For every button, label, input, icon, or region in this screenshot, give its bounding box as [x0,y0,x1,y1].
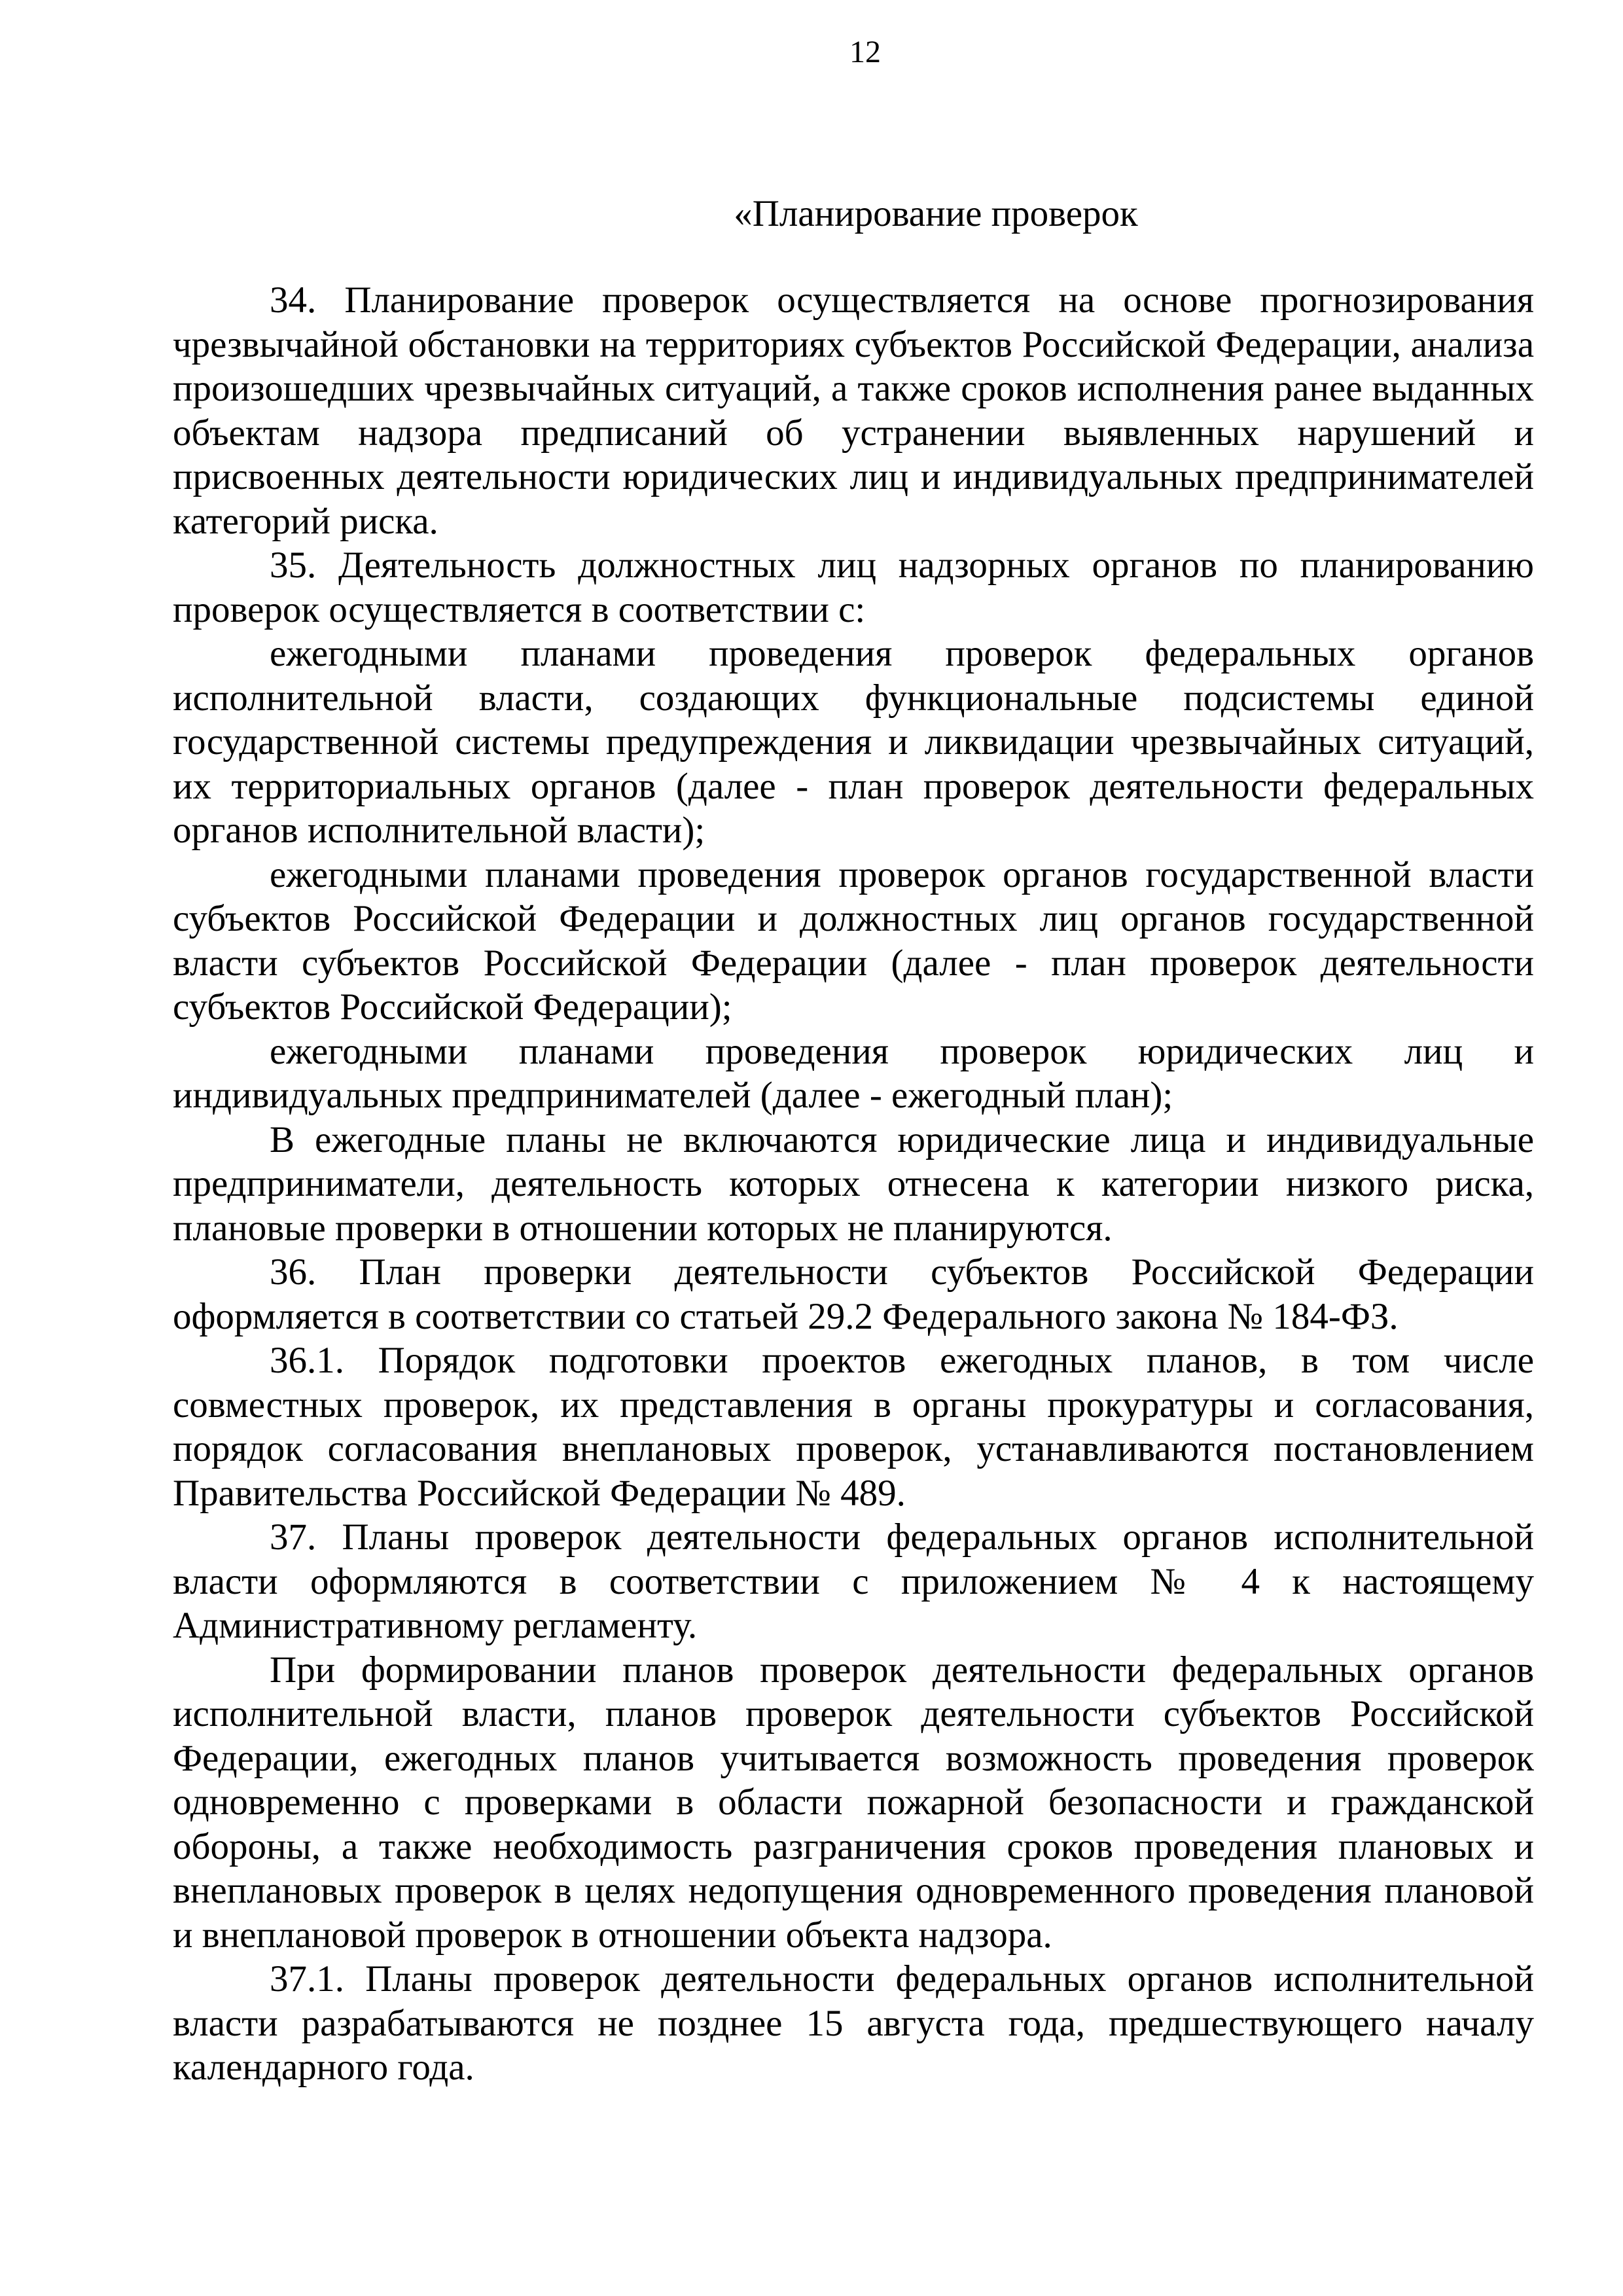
paragraph-37: 37. Планы проверок деятельности федеральных органов исполнительной власти оформляются в соответствии с приложением № 4 к настоящему Административному регламенту. [173,1516,1534,1646]
paragraph-plans-subjects: ежегодными планами проведения проверок органов государственной власти субъектов Российской Федерации и должностных лиц органов государственной власти субъектов Российской Федерации (далее - план проверок деятельности субъектов Российской Федерации); [173,853,1534,1028]
page-number: 12 [849,35,881,69]
document-body [173,278,1534,2090]
paragraph-plan-formation: При формировании планов проверок деятельности федеральных органов исполнительной власти, планов проверок деятельности субъектов Российской Федерации, ежегодных планов учитывается возможность проведения проверок одновременно с проверками в области пожарной безопасности и гражданской обороны, а также необходимость разграничения сроков проведения плановых и внеплановых проверок в целях недопущения одновременного проведения плановой и внеплановой проверок в отношении объекта надзора. [173,1649,1534,1956]
paragraph-34: 34. Планирование проверок осуществляется на основе прогнозирования чрезвычайной обстановки на территориях субъектов Российской Федерации, анализа произошедших чрезвычайных ситуаций, а также сроков исполнения ранее выданных объектам надзора предписаний об устранении выявленных нарушений и присвоенных деятельности юридических лиц и индивидуальных предпринимателей категорий риска. [173,279,1534,542]
paragraph-36-1: 36.1. Порядок подготовки проектов ежегодных планов, в том числе совместных проверок, их представления в органы прокуратуры и согласования, порядок согласования внеплановых проверок, устанавливаются постановлением Правительства Российской Федерации № 489. [173,1340,1534,1514]
paragraph-low-risk-exclusion: В ежегодные планы не включаются юридические лица и индивидуальные предприниматели, деятельность которых отнесена к категории низкого риска, плановые проверки в отношении которых не планируются. [173,1119,1534,1249]
paragraph-35: 35. Деятельность должностных лиц надзорных органов по планированию проверок осуществляется в соответствии с: [173,545,1534,630]
paragraph-plans-federal: ежегодными планами проведения проверок федеральных органов исполнительной власти, создающих функциональные подсистемы единой государственной системы предупреждения и ликвидации чрезвычайных ситуаций, их территориальных органов (далее - план проверок деятельности федеральных органов исполнительной власти); [173,633,1534,851]
paragraph-plans-legal-entities: ежегодными планами проведения проверок юридических лиц и индивидуальных предпринимателей (далее - ежегодный план); [173,1030,1534,1116]
paragraph-36: 36. План проверки деятельности субъектов Российской Федерации оформляется в соответствии со статьей 29.2 Федерального закона № 184-ФЗ. [173,1251,1534,1337]
paragraph-37-1: 37.1. Планы проверок деятельности федеральных органов исполнительной власти разрабатываются не позднее 15 августа года, предшествующего началу календарного года. [173,1958,1534,2088]
section-title: «Планирование проверок [734,193,1138,234]
